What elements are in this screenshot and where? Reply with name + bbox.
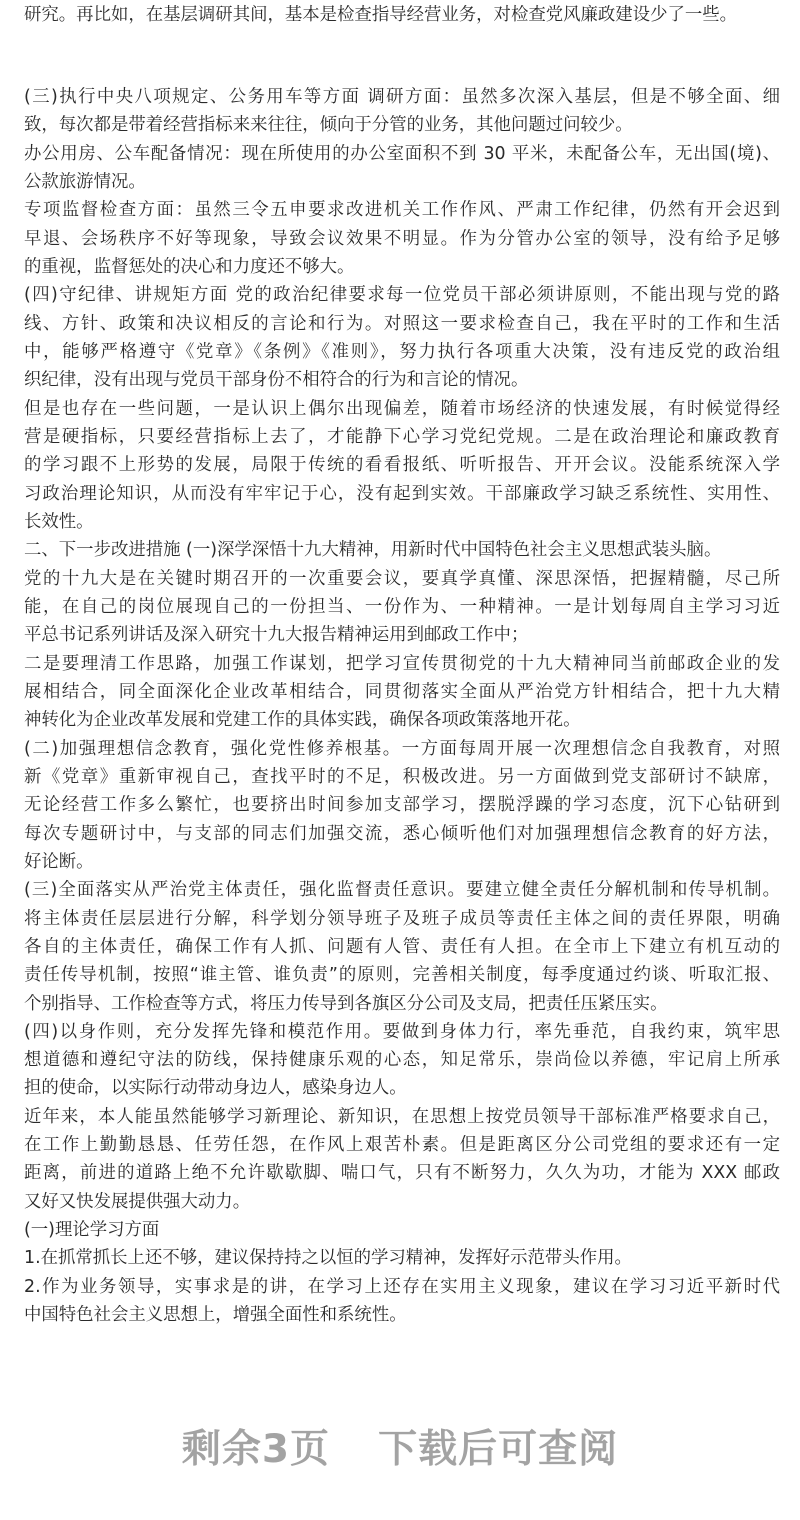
text-line: 专项监督检查方面：虽然三令五申要求改进机关工作作风、严肃工作纪律，仍然有开会迟到 — [24, 200, 780, 221]
text-line: (一)理论学习方面 — [24, 1220, 160, 1241]
paragraph — [24, 196, 780, 281]
text-line: 无论经营工作多么繁忙，也要挤出时间参加支部学习，摆脱浮躁的学习态度，沉下心钻研到 — [24, 795, 780, 816]
paragraph — [24, 1216, 780, 1244]
text-line: 新《党章》重新审视自己，查找平时的不足，积极改进。另一方面做到党支部研讨不缺席， — [24, 766, 780, 787]
paragraph — [24, 876, 780, 1018]
paragraph — [24, 140, 780, 197]
text-line: 各自的主体责任，确保工作有人抓、问题有人管、责任有人担。在全市上下建立有机互动的 — [24, 936, 780, 957]
document-body — [24, 83, 780, 1329]
text-line: (二)加强理想信念教育，强化党性修养根基。一方面每周开展一次理想信念自我教育，对照 — [24, 738, 780, 759]
text-line: (四)守纪律、讲规矩方面 党的政治纪律要求每一位党员干部必须讲原则，不能出现与党的路 — [24, 285, 780, 306]
text-line: 织纪律，没有出现与党员干部身份不相符合的行为和言论的情况。 — [24, 370, 529, 391]
paragraph — [24, 1018, 780, 1103]
text-line: 2.作为业务领导，实事求是的讲，在学习上还存在实用主义现象，建议在学习习近平新时代 — [24, 1276, 780, 1297]
text-line: 的学习跟不上形势的发展，局限于传统的看看报纸、听听报告、开开会议。没能系统深入学 — [24, 455, 780, 476]
remaining-pages-label[interactable]: 剩余3页 — [181, 1427, 331, 1472]
text-line: 线、方针、政策和决议相反的言论和行为。对照这一要求检查自己，我在平时的工作和生活 — [24, 313, 780, 334]
text-line: 又好又快发展提供强大动力。 — [24, 1191, 251, 1212]
download-prompt[interactable] — [0, 1418, 800, 1474]
text-line: 公款旅游情况。 — [24, 171, 146, 192]
text-line: (三)执行中央八项规定、公务用车等方面 调研方面：虽然多次深入基层，但是不够全面、细 — [24, 87, 780, 107]
text-line: 距离，前进的道路上绝不允许歇歇脚、喘口气，只有不断努力，久久为功，才能为 XXX 邮政 — [24, 1163, 780, 1184]
paragraph — [24, 650, 780, 735]
paragraph — [24, 536, 780, 564]
text-line: 长效性。 — [24, 511, 94, 532]
text-line: 中国特色社会主义思想上，增强全面性和系统性。 — [24, 1305, 407, 1326]
text-line: 能，在自己的岗位展现自己的一份担当、一份作为、一种精神。一是计划每周自主学习习近 — [24, 596, 780, 617]
text-line: 的重视，监督惩处的决心和力度还不够大。 — [24, 256, 355, 277]
text-line: 中，能够严格遵守《党章》《条例》《准则》，努力执行各项重大决策，没有违反党的政治组 — [24, 341, 780, 362]
text-line: 将主体责任层层进行分解，科学划分领导班子及班子成员等责任主体之间的责任界限，明确 — [24, 908, 780, 929]
text-line: 早退、会场秩序不好等现象，导致会议效果不明显。作为分管办公室的领导，没有给予足够 — [24, 228, 780, 249]
text-line: 二是要理清工作思路，加强工作谋划，把学习宣传贯彻党的十九大精神同当前邮政企业的发 — [24, 653, 780, 674]
text-line: (四)以身作则，充分发挥先锋和模范作用。要做到身体力行，率先垂范，自我约束，筑牢思 — [24, 1021, 780, 1042]
paragraph — [24, 1244, 780, 1272]
paragraph — [24, 395, 780, 537]
paragraph — [24, 1273, 780, 1330]
text-line: (三)全面落实从严治党主体责任，强化监督责任意识。要建立健全责任分解机制和传导机制。 — [24, 880, 780, 901]
text-line: 平总书记系列讲话及深入研究十九大报告精神运用到邮政工作中； — [24, 625, 529, 646]
text-line: 致，每次都是带着经营指标来来往往，倾向于分管的业务，其他问题过问较少。 — [24, 115, 633, 136]
text-line: 研究。再比如，在基层调研其间，基本是检查指导经营业务，对检查党风廉政建设少了一些。 — [24, 5, 738, 25]
document-top-fragment — [24, 1, 780, 29]
text-line: 办公用房、公车配备情况：现在所使用的办公室面积不到 30 平米，未配备公车，无出国(境)、 — [24, 143, 780, 164]
text-line: 责任传导机制，按照“谁主管、谁负责”的原则，完善相关制度，每季度通过约谈、听取汇报、 — [24, 965, 780, 986]
text-line: 好论断。 — [24, 851, 94, 872]
paragraph — [24, 1, 780, 29]
text-line: 个别指导、工作检查等方式，将压力传导到各旗区分公司及支局，把责任压紧压实。 — [24, 993, 668, 1014]
download-to-view-label[interactable]: 下载后可查阅 — [378, 1427, 619, 1472]
text-line: 展相结合，同全面深化企业改革相结合，同贯彻落实全面从严治党方针相结合，把十九大精 — [24, 681, 780, 702]
text-line: 但是也存在一些问题，一是认识上偶尔出现偏差，随着市场经济的快速发展，有时候觉得经 — [24, 398, 780, 419]
text-line: 近年来，本人能虽然能够学习新理论、新知识，在思想上按党员领导干部标准严格要求自己， — [24, 1106, 780, 1127]
text-line: 营是硬指标，只要经营指标上去了，才能静下心学习党纪党规。二是在政治理论和廉政教育 — [24, 426, 780, 447]
paragraph — [24, 83, 780, 140]
text-line: 1.在抓常抓长上还不够，建议保持持之以恒的学习精神，发挥好示范带头作用。 — [24, 1248, 632, 1269]
paragraph — [24, 281, 780, 394]
paragraph — [24, 1103, 780, 1216]
text-line: 想道德和遵纪守法的防线，保持健康乐观的心态，知足常乐，崇尚俭以养德，牢记肩上所承 — [24, 1050, 780, 1071]
text-line: 习政治理论知识，从而没有牢牢记于心，没有起到实效。干部廉政学习缺乏系统性、实用性、 — [24, 483, 780, 504]
text-line: 在工作上勤勤恳恳、任劳任怨，在作风上艰苦朴素。但是距离区分公司党组的要求还有一定 — [24, 1135, 780, 1156]
paragraph — [24, 565, 780, 650]
text-line: 担的使命，以实际行动带动身边人，感染身边人。 — [24, 1078, 407, 1099]
paragraph — [24, 735, 780, 877]
text-line: 党的十九大是在关键时期召开的一次重要会议，要真学真懂、深思深悟，把握精髓，尽己所 — [24, 568, 780, 589]
text-line: 每次专题研讨中，与支部的同志们加强交流，悉心倾听他们对加强理想信念教育的好方法， — [24, 823, 780, 844]
text-line: 神转化为企业改革发展和党建工作的具体实践，确保各项政策落地开花。 — [24, 710, 581, 731]
text-line: 二、下一步改进措施 (一)深学深悟十九大精神，用新时代中国特色社会主义思想武装头脑。 — [24, 540, 722, 561]
